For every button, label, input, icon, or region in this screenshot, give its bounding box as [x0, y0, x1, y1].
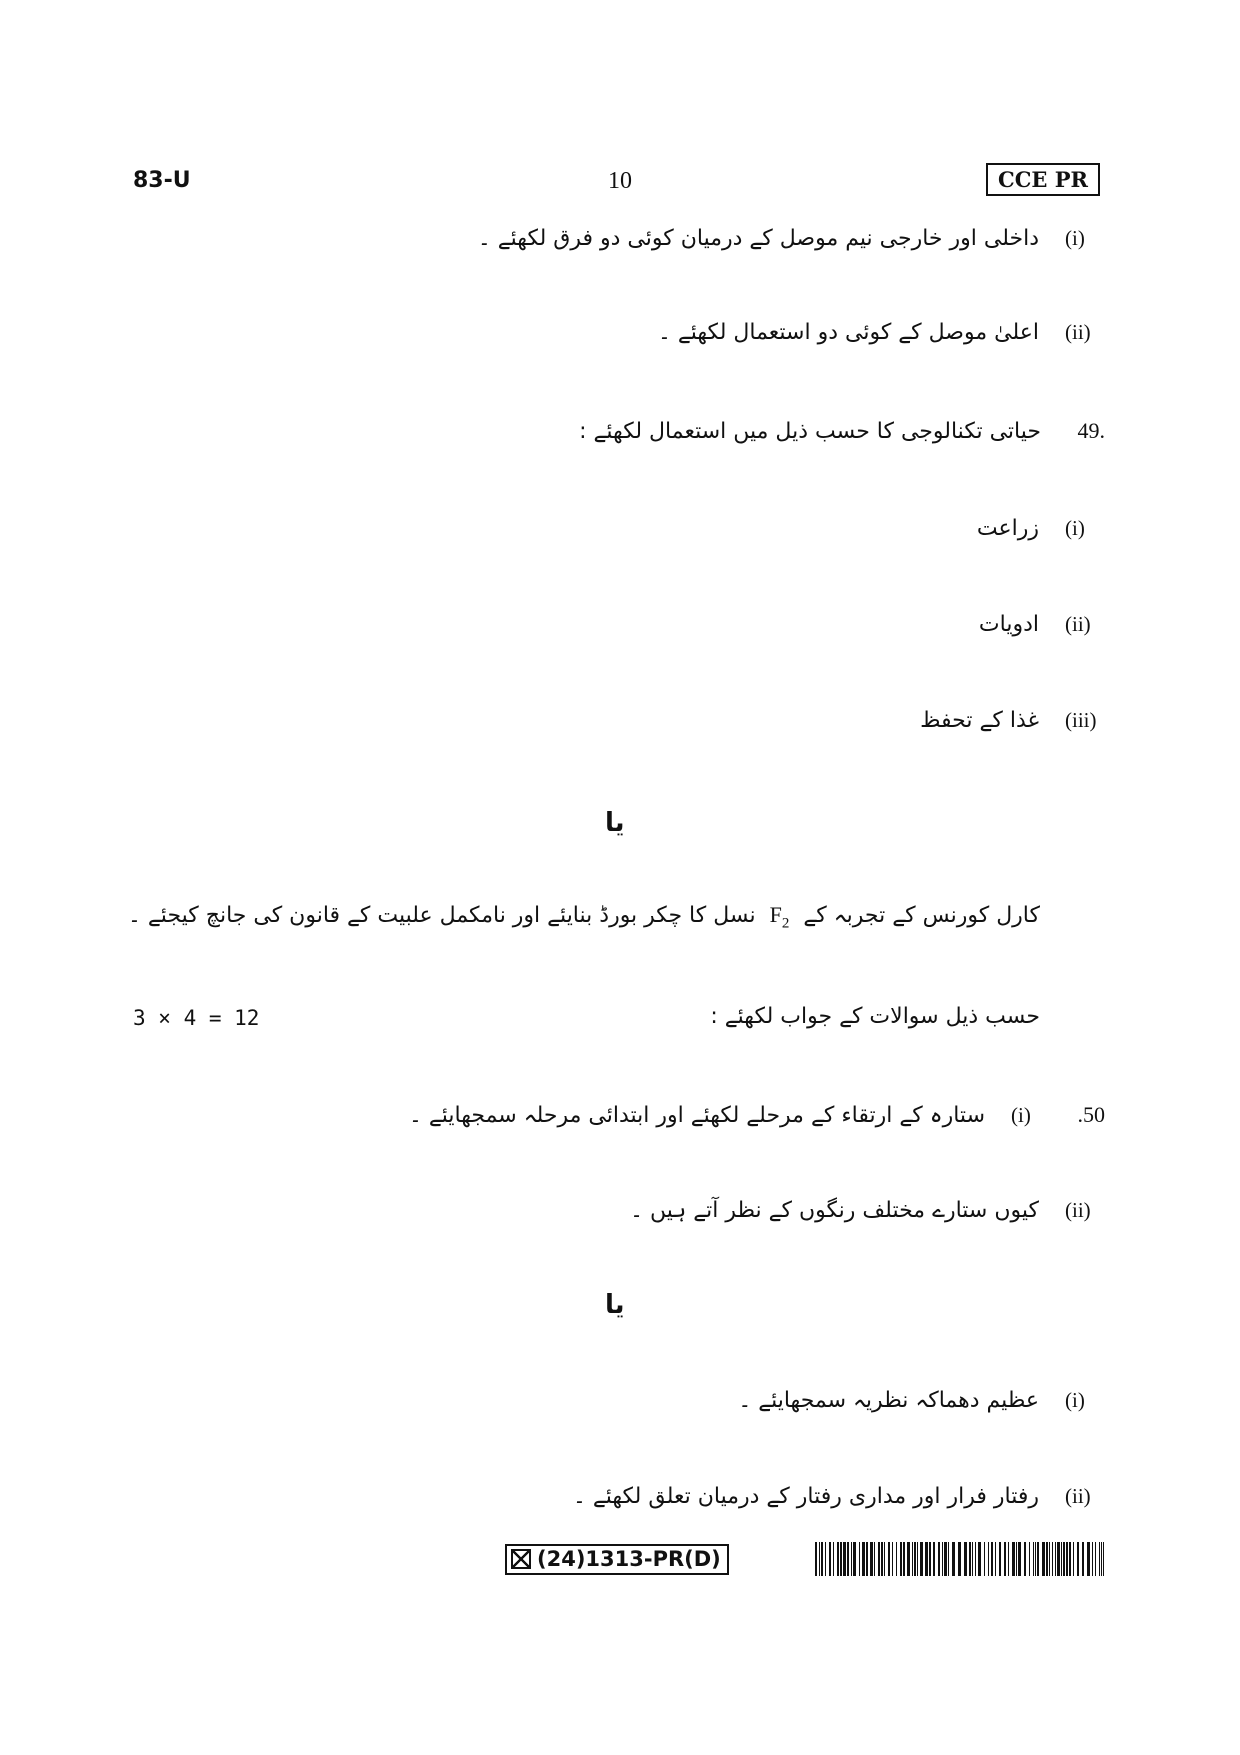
barcode-bar — [964, 1542, 967, 1576]
barcode-bar — [825, 1542, 826, 1576]
exam-code-box: CCE PR — [986, 163, 1100, 196]
barcode-bar — [821, 1542, 823, 1576]
or-separator: یا — [605, 808, 625, 838]
q48-part-i — [478, 226, 1105, 251]
part-label: (iii) — [1065, 708, 1097, 732]
barcode-bar — [933, 1542, 935, 1576]
footer-code: (24)1313-PR(D) — [537, 1547, 721, 1571]
section-instruction — [710, 1004, 1040, 1029]
barcode-bar — [1024, 1542, 1026, 1576]
q49-part-i — [977, 516, 1105, 541]
barcode-bar — [888, 1542, 890, 1576]
barcode-bar — [881, 1542, 883, 1576]
barcode-bar — [952, 1542, 955, 1576]
barcode-bar — [840, 1542, 842, 1576]
alt-text-after: نسل کا چکر بورڈ بنایئے اور نامکمل علبیت کے قانون کی جانچ کیجئے ۔ — [128, 903, 756, 928]
alt-text-before: کارل کورنس کے تجربہ کے — [803, 903, 1040, 928]
part-label: (ii) — [1065, 612, 1091, 636]
barcode-bar — [948, 1542, 949, 1576]
barcode-bar — [896, 1542, 897, 1576]
barcode-bar — [929, 1542, 931, 1576]
barcode-bar — [870, 1542, 873, 1576]
barcode-bar — [1099, 1542, 1100, 1576]
barcode-bar — [1103, 1542, 1104, 1576]
barcode-bar — [1077, 1542, 1079, 1576]
part-text: غذا کے تحفظ — [920, 708, 1039, 733]
barcode-bar — [978, 1542, 981, 1576]
barcode-bar — [1037, 1542, 1039, 1576]
barcode-bar — [1069, 1542, 1071, 1576]
barcode-bar — [862, 1542, 865, 1576]
part-label: (ii) — [1065, 1484, 1091, 1508]
paper-code: 83-U — [133, 168, 191, 193]
part-text: زراعت — [976, 516, 1039, 541]
part-text: داخلی اور خارجی نیم موصل کے درمیان کوئی دو فرق لکھئے ۔ — [477, 226, 1039, 251]
barcode-bar — [1035, 1542, 1036, 1576]
part-label: (i) — [1065, 516, 1085, 540]
barcode-bar — [984, 1542, 985, 1576]
barcode-bar — [829, 1542, 831, 1576]
barcode-bar — [917, 1542, 918, 1576]
barcode-bar — [944, 1542, 947, 1576]
barcode-bar — [1029, 1542, 1030, 1576]
barcode-bar — [1018, 1542, 1021, 1576]
barcode-bar — [1087, 1542, 1090, 1576]
barcode-bar — [1049, 1542, 1050, 1576]
part-label: (i) — [1011, 1103, 1031, 1127]
part-text: رفتار فرار اور مداری رفتار کے درمیان تعلق لکھئے ۔ — [572, 1484, 1039, 1509]
q50-alt-part-ii — [573, 1484, 1105, 1509]
part-text: اعلیٰ موصل کے کوئی دو استعمال لکھئے ۔ — [657, 320, 1039, 345]
barcode-bar — [995, 1542, 996, 1576]
part-text: کیوں ستارے مختلف رنگوں کے نظر آتے ہیں ۔ — [630, 1198, 1039, 1223]
barcode-bar — [1073, 1542, 1074, 1576]
barcode-bar — [988, 1542, 989, 1576]
barcode-bar — [866, 1542, 868, 1576]
q50-part-ii — [630, 1198, 1105, 1223]
barcode-bar — [991, 1542, 993, 1576]
barcode-bar — [833, 1542, 834, 1576]
barcode-bar — [975, 1542, 976, 1576]
barcode-bar — [999, 1542, 1001, 1576]
q49-alternative — [128, 902, 1040, 932]
barcode-bar — [1016, 1542, 1017, 1576]
part-text: عظیم دھماکہ نظریہ سمجھایئے ۔ — [738, 1388, 1039, 1413]
barcode-bar — [892, 1542, 893, 1576]
part-text: ستارہ کے ارتقاء کے مرحلے لکھئے اور ابتدائی مرحلہ سمجھایئے ۔ — [409, 1103, 985, 1128]
barcode-bar — [853, 1542, 856, 1576]
barcode-bar — [903, 1542, 905, 1576]
board-logo-icon — [511, 1549, 531, 1569]
barcode-bar — [920, 1542, 923, 1576]
barcode-bar — [912, 1542, 913, 1576]
barcode-bar — [847, 1542, 849, 1576]
barcode-bar — [1008, 1542, 1009, 1576]
barcode-bar — [1063, 1542, 1065, 1576]
part-label: (i) — [1065, 1388, 1085, 1412]
question-number: 49. — [1077, 418, 1105, 443]
barcode-bar — [1033, 1542, 1034, 1576]
footer-code-box — [505, 1544, 729, 1575]
barcode-bar — [815, 1542, 817, 1576]
page-number: 10 — [608, 168, 632, 194]
barcode-bar — [843, 1542, 846, 1576]
q49-part-iii — [920, 708, 1105, 733]
question-49 — [579, 418, 1105, 444]
barcode-bar — [1095, 1542, 1096, 1576]
barcode-bar — [942, 1542, 943, 1576]
part-text: ادویات — [978, 612, 1039, 637]
barcode-bar — [1066, 1542, 1068, 1576]
barcode-bar — [884, 1542, 885, 1576]
barcode-bar — [972, 1542, 973, 1576]
barcode-bar — [819, 1542, 820, 1576]
barcode-bar — [914, 1542, 916, 1576]
barcode-bar — [1101, 1542, 1102, 1576]
barcode-bar — [1057, 1542, 1060, 1576]
q50-alt-part-i — [738, 1388, 1105, 1413]
barcode-bar — [1092, 1542, 1093, 1576]
q50-part-i — [409, 1102, 1105, 1128]
barcode-bar — [878, 1542, 880, 1576]
question-text: حیاتی تکنالوجی کا حسب ذیل میں استعمال لکھئے : — [579, 419, 1041, 444]
barcode-bar — [1042, 1542, 1045, 1576]
part-label: (i) — [1065, 226, 1085, 250]
barcode-bar — [958, 1542, 961, 1576]
question-number: .50 — [1077, 1102, 1105, 1127]
barcode-bar — [938, 1542, 940, 1576]
barcode-bar — [900, 1542, 902, 1576]
barcode-bar — [1055, 1542, 1056, 1576]
barcode-bar — [1052, 1542, 1053, 1576]
or-separator: یا — [605, 1290, 625, 1320]
barcode-bar — [969, 1542, 971, 1576]
q49-part-ii — [979, 612, 1105, 637]
barcode-bar — [1012, 1542, 1015, 1576]
barcode-bar — [859, 1542, 860, 1576]
part-label: (ii) — [1065, 320, 1091, 344]
barcode-bar — [1061, 1542, 1062, 1576]
instruction-text: حسب ذیل سوالات کے جواب لکھئے : — [710, 1004, 1040, 1029]
f2-symbol: $F_2$ — [769, 902, 790, 932]
barcode-bar — [1004, 1542, 1006, 1576]
barcode-bar — [1046, 1542, 1048, 1576]
barcode-bar — [1082, 1542, 1084, 1576]
barcode-bar — [837, 1542, 839, 1576]
q48-part-ii — [658, 320, 1105, 345]
part-label: (ii) — [1065, 1198, 1091, 1222]
barcode-bar — [925, 1542, 928, 1576]
section-marks: 3 × 4 = 12 — [133, 1006, 260, 1030]
barcode-bar — [851, 1542, 852, 1576]
barcode-bar — [907, 1542, 910, 1576]
barcode-icon — [815, 1542, 1105, 1576]
barcode-bar — [874, 1542, 875, 1576]
